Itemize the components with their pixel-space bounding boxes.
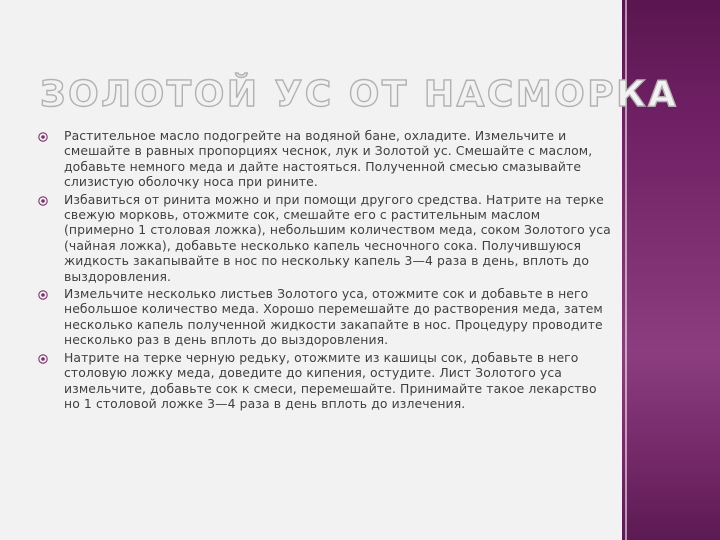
list-item <box>38 128 613 190</box>
bullet-text: Натрите на терке черную редьку, отожмите из кашицы сок, добавьте в него столовую ложку меда, доведите до кипения, остудите. Лист Золотого уса измельчите, добавьте сок к смеси, перемешайте. Принимайте такое лекарство но 1 столовой ложке 3—4 раза в день вплоть до излечения. <box>64 349 597 411</box>
list-item <box>38 286 613 348</box>
bullet-text: Измельчите несколько листьев Золотого уса, отожмите сок и добавьте в него небольшое количество меда. Хорошо перемешайте до растворения меда, затем несколько капель полученной жидкости закапайте в нос. Процедуру проводите несколько раз в день вплоть до выздоровления. <box>64 286 603 348</box>
circle-dot-icon <box>38 354 48 364</box>
circle-dot-icon <box>38 290 48 300</box>
slide-title: ЗОЛОТОЙ УС ОТ НАСМОРКА <box>40 74 679 115</box>
circle-dot-icon <box>38 196 48 206</box>
list-item <box>38 192 613 284</box>
circle-dot-icon <box>38 132 48 142</box>
bullet-text: Растительное масло подогрейте на водяной бане, охладите. Измельчите и смешайте в равных пропорциях чеснок, лук и Золотой ус. Смешайте с маслом, добавьте немного меда и дайте настояться. Полученной смесью смазывайте слизистую оболочку носа при рините. <box>64 128 593 190</box>
bullet-text: Избавиться от ринита можно и при помощи другого средства. Натрите на терке свежую морковь, отожмите сок, смешайте его с растительным маслом (примерно 1 столовая ложка), небольшим количеством меда, соком Золотого уса (чайная ложка), добавьте несколько капель чесночного сока. Получившуюся жидкость закапывайте в нос по нескольку капель 3—4 раза в день, вплоть до выздоровления. <box>64 191 611 284</box>
list-item <box>38 350 613 412</box>
bullet-list <box>38 128 613 413</box>
